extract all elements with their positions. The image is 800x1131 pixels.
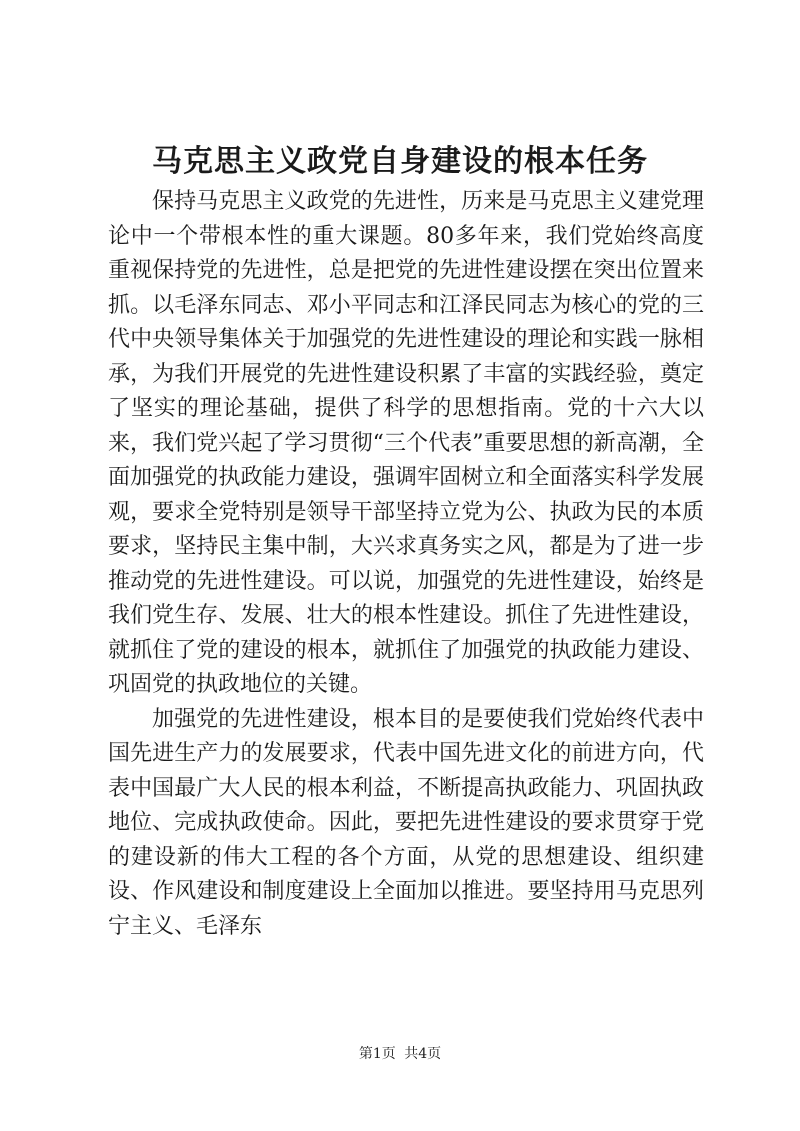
document-body	[108, 185, 704, 944]
paragraph-2: 加强党的先进性建设，根本目的是要使我们党始终代表中国先进生产力的发展要求，代表中国先进文化的前进方向，代表中国最广大人民的根本利益，不断提高执政能力、巩固执政地位、完成执政使命。因此，要把先进性建设的要求贯穿于党的建设新的伟大工程的各个方面，从党的思想建设、组织建设、作风建设和制度建设上全面加以推进。要坚持用马克思列宁主义、毛泽东	[108, 706, 704, 939]
page-total: 共4页	[404, 1046, 442, 1062]
page-number: 第1页	[358, 1046, 396, 1062]
page-footer	[0, 1044, 800, 1064]
paragraph-1: 保持马克思主义政党的先进性，历来是马克思主义建党理论中一个带根本性的重大课题。80多年来，我们党始终高度重视保持党的先进性，总是把党的先进性建设摆在突出位置来抓。以毛泽东同志、邓小平同志和江泽民同志为核心的党的三代中央领导集体关于加强党的先进性建设的理论和实践一脉相承，为我们开展党的先进性建设积累了丰富的实践经验，奠定了坚实的理论基础，提供了科学的思想指南。党的十六大以来，我们党兴起了学习贯彻“三个代表”重要思想的新高潮，全面加强党的执政能力建设，强调牢固树立和全面落实科学发展观，要求全党特别是领导干部坚持立党为公、执政为民的本质要求，坚持民主集中制，大兴求真务实之风，都是为了进一步推动党的先进性建设。可以说，加强党的先进性建设，始终是我们党生存、发展、壮大的根本性建设。抓住了先进性建设，就抓住了党的建设的根本，就抓住了加强党的执政能力建设、巩固党的执政地位的关键。	[108, 189, 704, 697]
document-title: 马克思主义政党自身建设的根本任务	[152, 144, 648, 179]
